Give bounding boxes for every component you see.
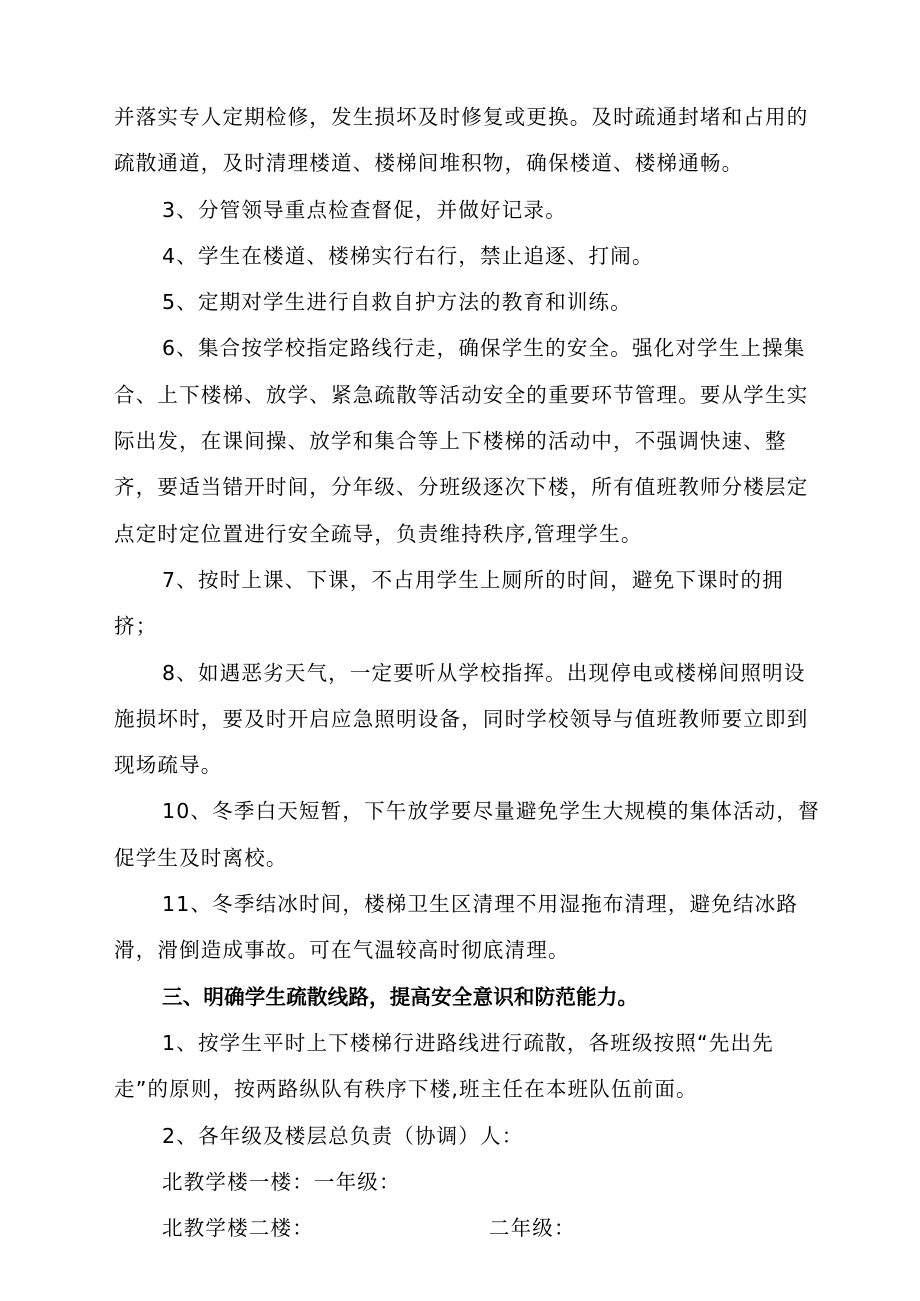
- paragraph-item-4: 4、学生在楼道、楼梯实行右行，禁止追逐、打闹。: [162, 243, 654, 268]
- section-item-2: 2、各年级及楼层总负责（协调）人：: [162, 1123, 524, 1148]
- paragraph-item-7: 7、按时上课、下课，不占用学生上厕所的时间，避免下课时的拥挤；: [114, 567, 784, 639]
- paragraph-item-10: 10、冬季白天短暂，下午放学要尽量避免学生大规模的集体活动，督促学生及时离校。: [114, 799, 820, 870]
- paragraph-item-3: 3、分管领导重点检查督促，并做好记录。: [162, 197, 567, 222]
- paragraph-item-11: 11、冬季结冰时间，楼梯卫生区清理不用湿拖布清理，避免结冰路滑，滑倒造成事故。可在气温较高时彻底清理。: [114, 892, 799, 963]
- document-body: [114, 94, 826, 1251]
- paragraph-item-5: 5、定期对学生进行自救自护方法的教育和训练。: [162, 290, 632, 315]
- floor-grade: 二年级：: [488, 1216, 576, 1241]
- floor-label: 北教学楼二楼：: [162, 1216, 314, 1241]
- floor-row: [114, 1159, 826, 1205]
- section-heading: 三、明确学生疏散线路，提高安全意识和防范能力。: [162, 984, 639, 1009]
- floor-grade: 一年级：: [313, 1169, 401, 1194]
- paragraph-item-8: 8、如遇恶劣天气，一定要听从学校指挥。出现停电或楼梯间照明设施损坏时，要及时开启应急照明设备，同时学校领导与值班教师要立即到现场疏导。: [114, 660, 809, 778]
- floor-row: [114, 1205, 826, 1251]
- paragraph-continuation: 并落实专人定期检修，发生损坏及时修复或更换。及时疏通封堵和占用的疏散通道，及时清理楼道、楼梯间堆积物，确保楼道、楼梯通畅。: [114, 105, 809, 176]
- paragraph-item-6: 6、集合按学校指定路线行走，确保学生的安全。强化对学生上操集合、上下楼梯、放学、紧急疏散等活动安全的重要环节管理。要从学生实际出发，在课间操、放学和集合等上下楼梯的活动中，不强调快速、整齐，要适当错开时间，分年级、分班级逐次下楼，所有值班教师分楼层定点定时定位置进行安全疏导，负责维持秩序,管理学生。: [114, 336, 809, 546]
- floor-label: 北教学楼一楼：: [162, 1169, 314, 1194]
- section-item-1: 1、按学生平时上下楼梯行进路线进行疏散，各班级按照“先出先走”的原则，按两路纵队有秩序下楼,班主任在本班队伍前面。: [114, 1030, 774, 1102]
